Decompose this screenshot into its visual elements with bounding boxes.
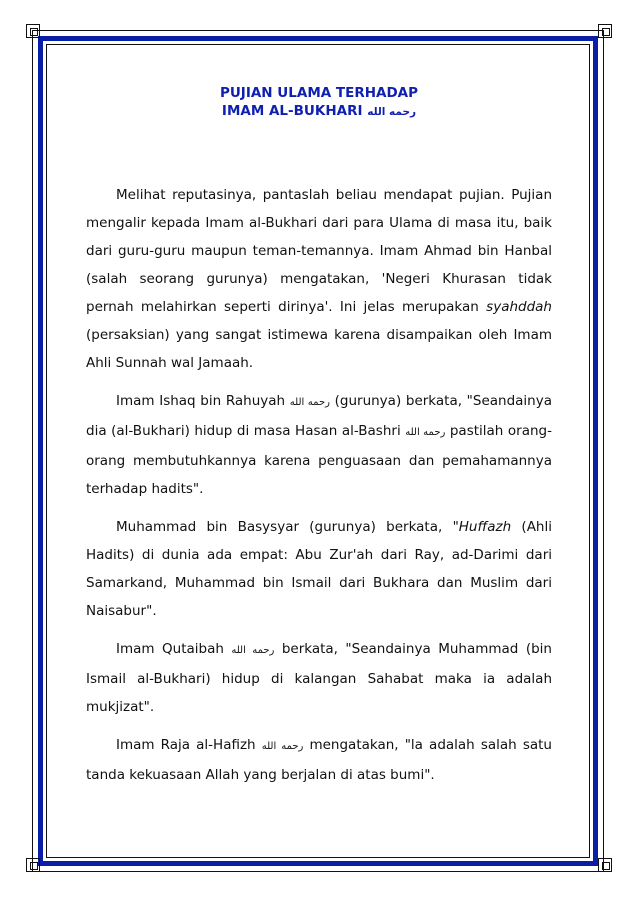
paragraph-4 (86, 635, 552, 721)
paragraph-2-text-c: pastilah orang-orang membutuhkannya karena penguasaan dan pemahamannya terhadap hadits". (86, 423, 552, 497)
frame-corner-ornament (26, 24, 40, 38)
paragraph-1-text-a: Melihat reputasinya, pantaslah beliau mendapat pujian. Pujian mengalir kepada Imam al-Bukhari dari para Ulama di masa itu, baik dari guru-guru maupun teman-temannya. Imam Ahmad bin Hanbal (salah seorang gurunya) mengatakan, 'Negeri Khurasan tidak pernah melahirkan seperti dirinya'. Ini jelas merupakan (86, 187, 552, 315)
title-line-2-text: IMAM AL-BUKHARI (221, 103, 363, 119)
article-body (86, 181, 552, 789)
page-content (86, 84, 552, 799)
paragraph-4-arabic-honorific: رحمه الله (231, 645, 275, 656)
frame-corner-ornament (598, 858, 612, 872)
paragraph-5-text-a: Imam Raja al-Hafizh (116, 737, 262, 753)
paragraph-5-text-b: mengatakan, "la adalah salah satu tanda kekuasaan Allah yang berjalan di atas bumi". (86, 737, 552, 783)
paragraph-2-text-b: (gurunya) berkata, "Seandainya dia (al-Bukhari) hidup di masa Hasan al-Bashri (86, 393, 552, 439)
title-line-1: PUJIAN ULAMA TERHADAP (219, 85, 419, 101)
paragraph-1-emphasis: syahddah (486, 299, 552, 315)
paragraph-3-emphasis: Huffazh (458, 519, 512, 535)
frame-corner-ornament (26, 858, 40, 872)
paragraph-2-arabic-honorific-2: رحمه الله (405, 427, 446, 438)
frame-corner-ornament (598, 24, 612, 38)
paragraph-1-text-b: (persaksian) yang sangat istimewa karena disampaikan oleh Imam Ahli Sunnah wal Jamaah. (86, 327, 552, 371)
title-line-2 (86, 102, 552, 121)
paragraph-2-text-a: Imam Ishaq bin Rahuyah (116, 393, 290, 409)
paragraph-3-text-a: Muhammad bin Basysyar (gurunya) berkata, " (116, 519, 459, 535)
paragraph-4-text-b: berkata, "Seandainya Muhammad (bin Ismail al-Bukhari) hidup di kalangan Sahabat maka ia adalah mukjizat". (86, 641, 552, 715)
paragraph-2-arabic-honorific-1: رحمه الله (289, 397, 330, 408)
paragraph-1 (86, 181, 552, 377)
paragraph-2 (86, 387, 552, 503)
page-title (86, 84, 552, 121)
paragraph-3-text-b: (Ahli Hadits) di dunia ada empat: Abu Zur'ah dari Ray, ad-Darimi dari Samarkand, Muhammad bin Ismail dari Bukhara dan Muslim dari Naisabur". (86, 519, 552, 619)
paragraph-5-arabic-honorific: رحمه الله (261, 741, 304, 752)
paragraph-3 (86, 513, 552, 625)
title-arabic-honorific: رحمه الله (367, 106, 417, 118)
paragraph-4-text-a: Imam Qutaibah (116, 641, 232, 657)
paragraph-5 (86, 731, 552, 789)
